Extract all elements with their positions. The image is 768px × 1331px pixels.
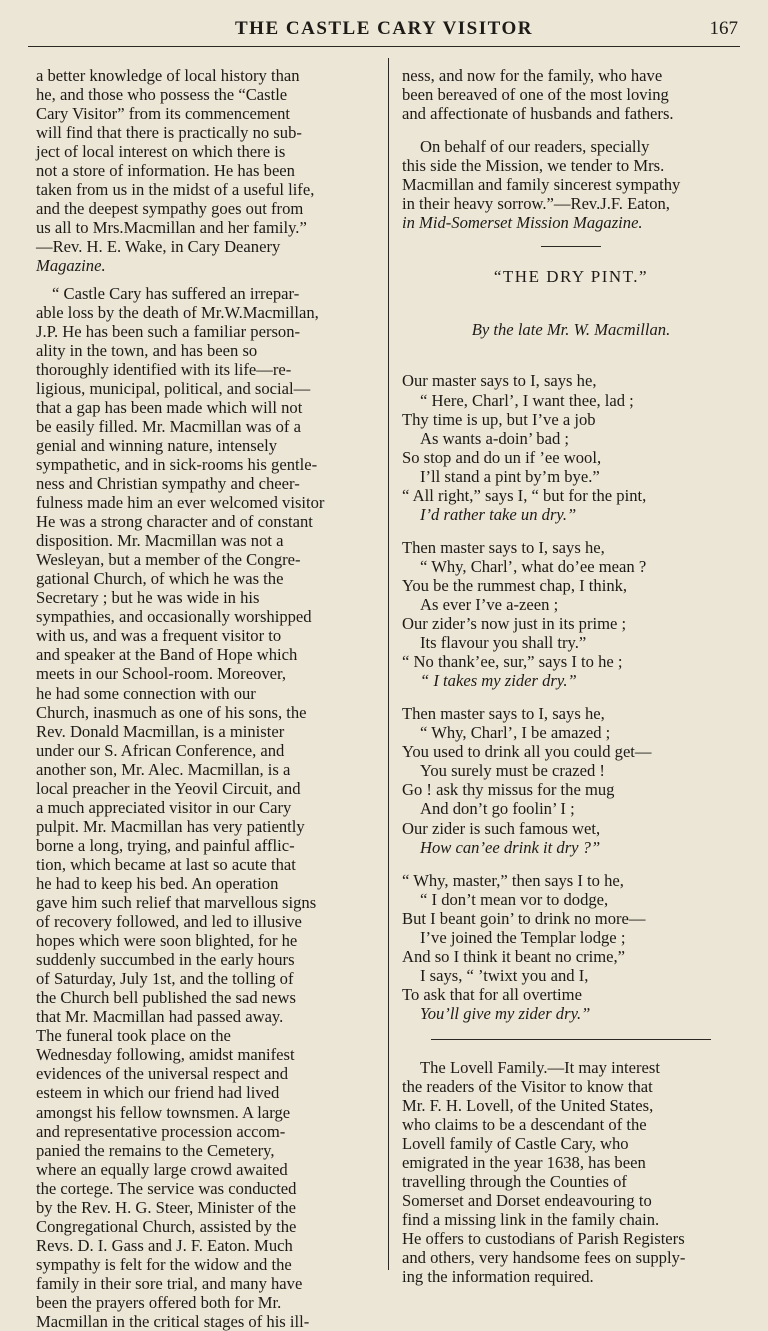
poem-line: I says, “ ’twixt you and I, [420,965,589,985]
text-line: Wesleyan, but a member of the Congre- [36,550,301,570]
text-line: another son, Mr. Alec. Macmillan, is a [36,759,291,779]
section-rule [541,246,601,247]
text-line: esteem in which our friend had lived [36,1083,280,1103]
text-line: who claims to be a descendant of the [402,1115,647,1135]
text-line: J.P. He has been such a familiar person- [36,321,301,341]
text-line: He offers to custodians of Parish Registers [402,1229,685,1249]
column-divider [388,58,389,1270]
text-line: of recovery followed, and led to illusive [36,912,302,932]
text-line: hopes which were soon blighted, for he [36,931,298,951]
text-line: fulness made him an ever welcomed visitor [36,493,325,513]
poem-line: I’d rather take un dry.” [420,504,577,524]
text-line: genial and winning nature, intensely [36,435,278,455]
text-line: sympathies, and occasionally worshipped [36,607,312,627]
text-line: The funeral took place on the [36,1026,231,1046]
text-line: the cortege. The service was conducted [36,1178,297,1198]
page-number: 167 [709,18,738,39]
text-line: he had some connection with our [36,683,256,703]
text-line: Congregational Church, assisted by the [36,1216,297,1236]
text-line: that a gap has been made which will not [36,397,303,417]
text-line: and speaker at the Band of Hope which [36,645,298,665]
paragraph-on-behalf [402,137,740,232]
poem-line: “ Here, Charl’, I want thee, lad ; [420,390,634,410]
text-line: He was a strong character and of constant [36,512,313,532]
text-line: taken from us in the midst of a useful life, [36,180,315,200]
poem-line: “ I don’t mean vor to dodge, [420,889,609,909]
text-line: gave him such relief that marvellous signs [36,893,317,913]
text-line: find a missing link in the family chain. [402,1210,660,1230]
poem-title: “THE DRY PINT.” [493,267,649,287]
text-line: —Rev. H. E. Wake, in Cary Deanery [36,237,281,257]
poem-line: And don’t go foolin’ I ; [420,799,575,819]
text-line: Church, inasmuch as one of his sons, the [36,702,307,722]
text-line: Lovell family of Castle Cary, who [402,1134,629,1154]
paragraph-castle-cary-loss [36,284,374,1331]
text-line: in Mid-Somerset Mission Magazine. [402,213,643,233]
text-line: Magazine. [36,256,106,276]
poem-line: You used to drink all you could get— [402,742,652,762]
text-line: Somerset and Dorset endeavouring to [402,1191,652,1211]
poem-line: I’ve joined the Templar lodge ; [420,927,626,947]
poem-line: Its flavour you shall try.” [420,633,587,653]
text-line: Rev. Donald Macmillan, is a minister [36,721,285,741]
text-line: and the deepest sympathy goes out from [36,199,304,219]
poem-line: “ No thank’ee, sur,” says I to he ; [402,652,623,672]
text-line: pulpit. Mr. Macmillan has very patiently [36,816,305,836]
text-line: meets in our School-room. Moreover, [36,664,287,684]
text-line: suddenly succumbed in the early hours [36,950,295,970]
text-line: emigrated in the year 1638, has been [402,1153,646,1173]
text-line: able loss by the death of Mr.W.Macmillan, [36,302,319,322]
text-line: under our S. African Conference, and [36,740,285,760]
text-line: ligious, municipal, political, and social— [36,378,311,398]
poem-line: You’ll give my zider dry.” [420,1003,591,1023]
text-line: the readers of the Visitor to know that [402,1077,653,1097]
text-line: and others, very handsome fees on supply- [402,1248,686,1268]
text-line: a much appreciated visitor in our Cary [36,797,292,817]
poem-line: “ Why, master,” then says I to he, [402,870,624,890]
text-line: “ Castle Cary has suffered an irrepar- [52,283,300,303]
text-line: and affectionate of husbands and fathers. [402,104,674,124]
text-line: panied the remains to the Cemetery, [36,1140,275,1160]
text-line: sympathetic, and in sick-rooms his gentle- [36,454,318,474]
text-line: evidences of the universal respect and [36,1064,289,1084]
text-line: be easily filled. Mr. Macmillan was of a [36,416,301,436]
text-line: by the Rev. H. G. Steer, Minister of the [36,1197,297,1217]
paragraph-wake-tribute [36,66,374,276]
paragraph-continuation [402,66,740,123]
poem-stanza-3 [402,704,740,856]
text-line: Secretary ; but he was wide in his [36,588,260,608]
poem-line: Go ! ask thy missus for the mug [402,780,615,800]
poem-stanza-2 [402,538,740,690]
poem-line: “ Why, Charl’, what do’ee mean ? [420,556,647,576]
text-line: thoroughly identified with its life—re- [36,359,292,379]
text-line: that Mr. Macmillan had passed away. [36,1007,284,1027]
text-line: he had to keep his bed. An operation [36,873,279,893]
poem-line: “ Why, Charl’, I be amazed ; [420,723,611,743]
poem-line: I’ll stand a pint by’m bye.” [420,466,600,486]
text-line: family in their sore trial, and many have [36,1273,303,1293]
text-line: travelling through the Counties of [402,1172,627,1192]
text-line: amongst his fellow townsmen. A large [36,1102,291,1122]
poem-line: Then master says to I, says he, [402,537,605,557]
text-line: been bereaved of one of the most loving [402,85,669,105]
text-line: disposition. Mr. Macmillan was not a [36,531,284,551]
poem-line: And so I think it beant no crime,” [402,946,626,966]
header-rule [28,46,740,47]
page-header [0,14,768,44]
text-line: sympathy is felt for the widow and the [36,1254,292,1274]
poem-line: Our zider is such famous wet, [402,818,601,838]
poem-line: Our master says to I, says he, [402,371,597,391]
poem-line: “ All right,” says I, “ but for the pint, [402,485,647,505]
poem-line: To ask that for all overtime [402,984,582,1004]
poem-line: As ever I’ve a-zeen ; [420,594,559,614]
poem-line: But I beant goin’ to drink no more— [402,908,646,928]
text-line: and representative procession accom- [36,1121,286,1141]
text-line: local preacher in the Yeovil Circuit, and [36,778,301,798]
text-line: a better knowledge of local history than [36,66,300,85]
text-line: gational Church, of which he was the [36,569,284,589]
text-line: with us, and was a frequent visitor to [36,626,282,646]
text-line: Mr. F. H. Lovell, of the United States, [402,1096,654,1116]
poem-line: How can’ee drink it dry ?” [420,837,601,857]
text-line: not a store of information. He has been [36,161,295,181]
text-line: Macmillan in the critical stages of his ill- [36,1312,310,1331]
paragraph-lovell-family [402,1058,740,1287]
text-line: Wednesday following, amidst manifest [36,1045,295,1065]
poem-line: You surely must be crazed ! [420,761,605,781]
poem-line: As wants a-doin’ bad ; [420,428,570,448]
text-line: Revs. D. I. Gass and J. F. Eaton. Much [36,1235,293,1255]
poem-line: You be the rummest chap, I think, [402,575,628,595]
text-line: been the prayers offered both for Mr. [36,1293,282,1312]
text-line: Macmillan and family sincerest sympathy [402,175,681,195]
poem-stanza-1 [402,371,740,523]
text-line: of Saturday, July 1st, and the tolling of [36,969,294,989]
text-line: Cary Visitor” from its commencement [36,104,290,124]
poem [402,371,740,1023]
left-column [36,66,374,1331]
right-column [402,66,740,1287]
poem-line: “ I takes my zider dry.” [420,671,577,691]
text-line: will find that there is practically no sub- [36,123,302,143]
poem-line: Thy time is up, but I’ve a job [402,409,596,429]
poem-line: So stop and do un if ’ee wool, [402,447,602,467]
text-line: this side the Mission, we tender to Mrs. [402,156,665,176]
poem-stanza-4 [402,871,740,1023]
text-line: ject of local interest on which there is [36,142,286,162]
text-line: ality in the town, and has been so [36,340,258,360]
text-line: the Church bell published the sad news [36,988,296,1008]
poem-line: Then master says to I, says he, [402,704,605,724]
section-rule [431,1039,711,1040]
text-line: in their heavy sorrow.”—Rev.J.F. Eaton, [402,194,670,214]
text-line: he, and those who possess the “Castle [36,85,288,105]
text-line: tion, which became at last so acute that [36,854,296,874]
running-title: THE CASTLE CARY VISITOR [235,18,533,39]
text-line: us all to Mrs.Macmillan and her family.” [36,218,307,238]
text-line: ing the information required. [402,1267,594,1287]
text-line: ness, and now for the family, who have [402,66,663,85]
text-line: borne a long, trying, and painful afflic- [36,835,295,855]
text-line: The Lovell Family.—It may interest [420,1057,660,1077]
text-line: On behalf of our readers, specially [420,137,650,157]
text-line: ness and Christian sympathy and cheer- [36,473,300,493]
poem-byline: By the late Mr. W. Macmillan. [471,320,671,340]
text-line: where an equally large crowd awaited [36,1159,288,1179]
poem-line: Our zider’s now just in its prime ; [402,614,627,634]
